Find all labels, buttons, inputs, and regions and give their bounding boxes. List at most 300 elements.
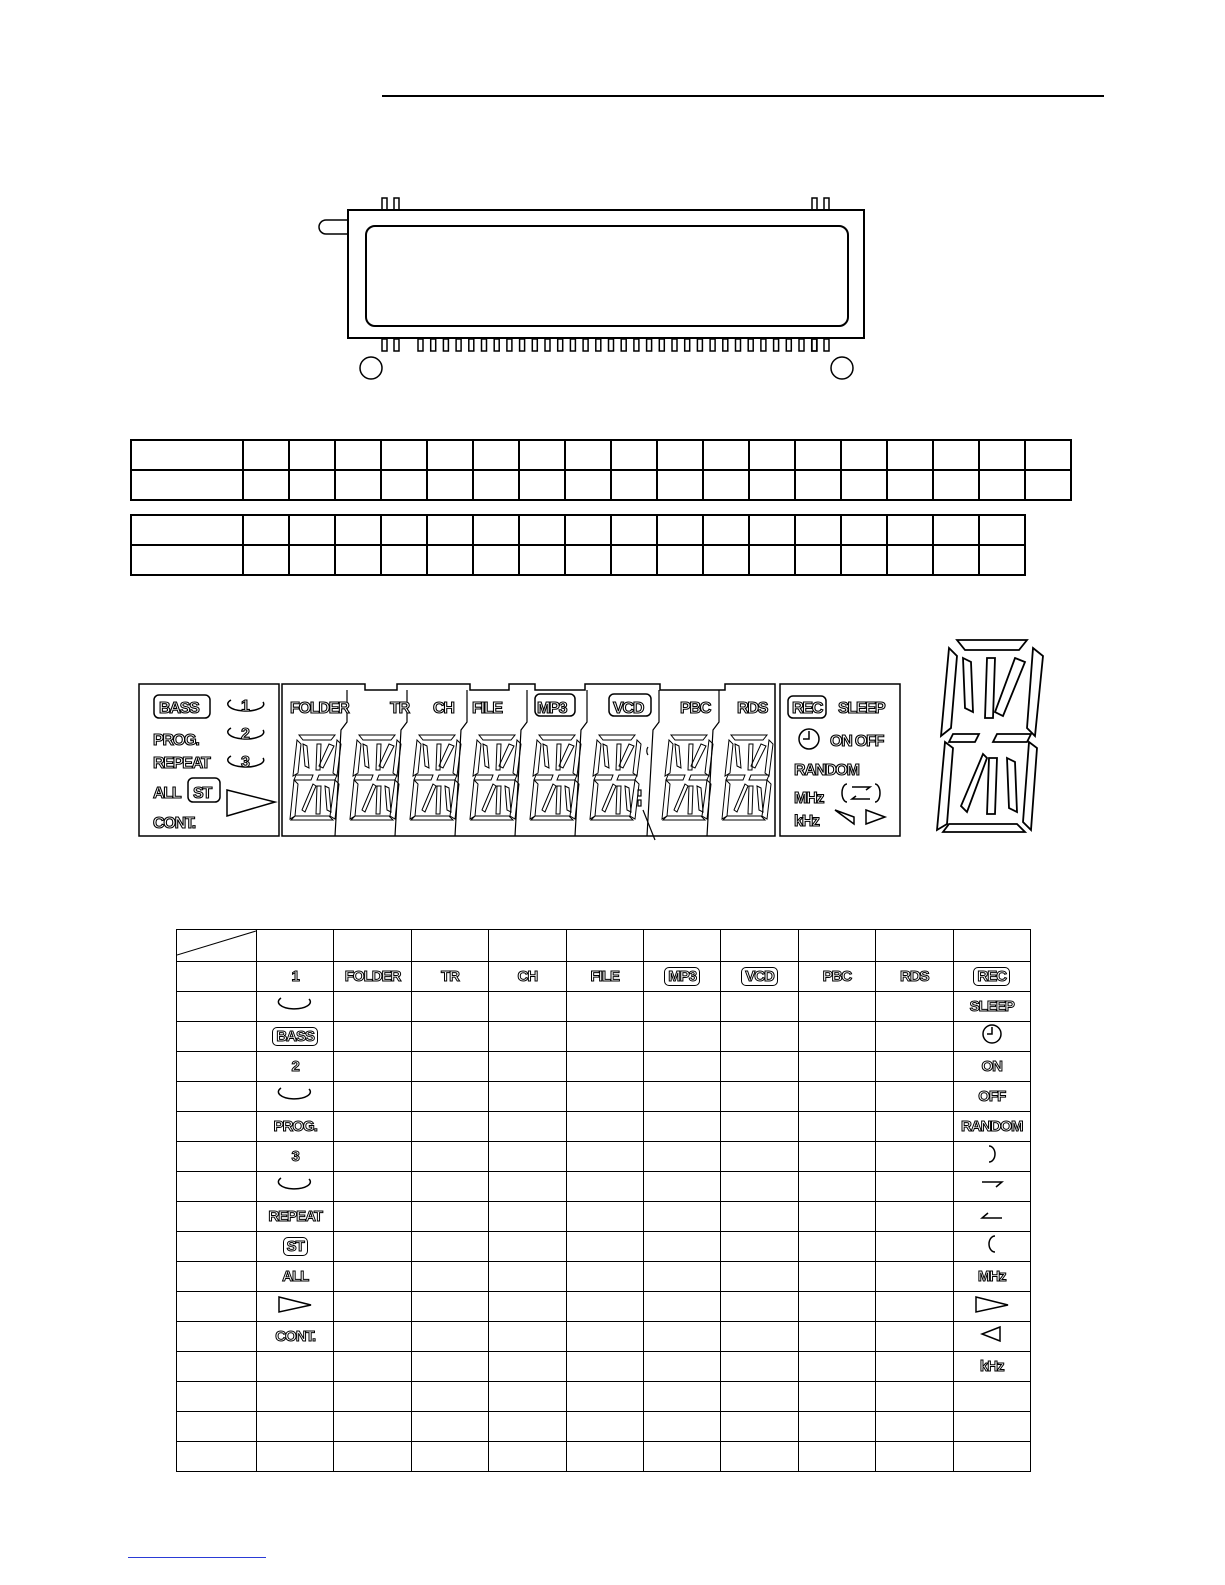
pin [443, 339, 448, 351]
table-cell [177, 1172, 257, 1202]
table-cell [489, 1292, 566, 1322]
table-cell [334, 1082, 411, 1112]
pin [710, 339, 715, 351]
table-row [177, 1232, 1031, 1262]
table-cell [177, 1442, 257, 1472]
pin-table-cell [933, 440, 979, 470]
table-cell [721, 1352, 798, 1382]
pin [570, 339, 575, 351]
table-cell [953, 1412, 1030, 1442]
table-cell [876, 962, 953, 992]
pin-table-cell [565, 545, 611, 575]
table-cell [798, 1352, 875, 1382]
pin-table-cell [703, 440, 749, 470]
bass-label: BASS [159, 700, 199, 717]
pin-table-cell [381, 440, 427, 470]
pin-table-cell [565, 515, 611, 545]
cont-label: CONT. [153, 815, 196, 832]
digit-6 [590, 735, 641, 820]
table-cell [489, 1232, 566, 1262]
table-cell [721, 1232, 798, 1262]
pin-table-cell [289, 440, 335, 470]
grid-label: CH [517, 967, 538, 985]
table-cell [953, 1232, 1030, 1262]
pin-table-cell [473, 515, 519, 545]
grid-label: MHz [977, 1267, 1006, 1285]
pin-table-cell [841, 515, 887, 545]
table-row [177, 1442, 1031, 1472]
mhz-label: MHz [794, 790, 824, 807]
pin [431, 339, 436, 351]
table-row [177, 1052, 1031, 1082]
pin-table-cell [243, 440, 289, 470]
table-cell [721, 1292, 798, 1322]
table-cell [489, 1412, 566, 1442]
pin-table-header-cell [131, 470, 243, 500]
table-row [177, 1142, 1031, 1172]
table-row [177, 1382, 1031, 1412]
pin-table-header-cell [131, 440, 243, 470]
table-cell [876, 1292, 953, 1322]
table-cell [257, 1262, 334, 1292]
pin-table-cell [335, 545, 381, 575]
play-icon [972, 1295, 1012, 1313]
table-cell [411, 992, 488, 1022]
table-cell [798, 1232, 875, 1262]
table-cell [876, 1022, 953, 1052]
table-cell [566, 1352, 643, 1382]
pin-table-cell [887, 440, 933, 470]
grid-label: ALL [282, 1267, 309, 1285]
table-cell [721, 1142, 798, 1172]
table-cell [798, 1322, 875, 1352]
pin-table-cell [1025, 470, 1071, 500]
reverse-icon [835, 810, 854, 824]
table-cell [566, 1442, 643, 1472]
pin-table-cell [611, 515, 657, 545]
table-cell [876, 1442, 953, 1472]
digit-5 [530, 735, 581, 820]
pin-table-cell [795, 515, 841, 545]
pin-table-cell [795, 470, 841, 500]
table-cell [566, 1112, 643, 1142]
table-cell [643, 1292, 720, 1322]
pin [761, 339, 766, 351]
table-cell [643, 1172, 720, 1202]
pin-table-cell [841, 470, 887, 500]
table-cell [566, 1232, 643, 1262]
grid-label: 3 [291, 1147, 299, 1165]
table-cell [257, 1172, 334, 1202]
pin [659, 339, 664, 351]
pin-table-cell [289, 470, 335, 500]
grid-label: MP3 [664, 967, 700, 986]
table-cell [257, 1142, 334, 1172]
table-cell [876, 1052, 953, 1082]
digit-header-pbc: PBC [680, 700, 711, 717]
lcd-module-drawing [310, 190, 890, 390]
pin-table-cell [841, 440, 887, 470]
table-cell [177, 1292, 257, 1322]
pin [532, 339, 537, 351]
table-cell [489, 1322, 566, 1352]
table-cell [334, 1442, 411, 1472]
right-bracket-icon [985, 1144, 999, 1164]
table-cell [953, 1142, 1030, 1172]
table-cell [953, 1382, 1030, 1412]
table-cell [721, 930, 798, 962]
table-cell [489, 1112, 566, 1142]
table-cell [411, 1022, 488, 1052]
table-cell [566, 1142, 643, 1172]
table-cell [177, 1202, 257, 1232]
table-cell [876, 1112, 953, 1142]
pin-table-cell [335, 515, 381, 545]
table-cell [489, 1382, 566, 1412]
table-cell [566, 1322, 643, 1352]
table-cell [566, 1172, 643, 1202]
mount-hole-right [831, 357, 853, 379]
table-cell [489, 962, 566, 992]
table-cell [798, 1412, 875, 1442]
header-rule [382, 95, 1104, 97]
table-cell [334, 1322, 411, 1352]
table-cell [953, 1022, 1030, 1052]
pin-table-cell [979, 545, 1025, 575]
table-cell [798, 1082, 875, 1112]
top-pins [382, 198, 829, 210]
table-cell [643, 1022, 720, 1052]
bottom-arrow-icon [980, 1209, 1004, 1221]
pin-table-cell [749, 515, 795, 545]
pin-table-cell [611, 545, 657, 575]
table-cell [489, 1202, 566, 1232]
table-cell [953, 1172, 1030, 1202]
table-cell [566, 1412, 643, 1442]
table-cell [489, 1052, 566, 1082]
table-cell [643, 992, 720, 1022]
table-cell [411, 1442, 488, 1472]
table-cell [334, 1412, 411, 1442]
grid-label: 2 [291, 1057, 299, 1075]
table-row [177, 1172, 1031, 1202]
table-cell [798, 1262, 875, 1292]
pin [812, 339, 817, 351]
digit-header-tr: TR [390, 700, 409, 717]
table-cell [566, 1262, 643, 1292]
display-panel [135, 630, 1065, 850]
pin-table-cell [519, 545, 565, 575]
digit-7 [662, 735, 713, 820]
table-cell [953, 1052, 1030, 1082]
table-row [177, 1082, 1031, 1112]
table-cell [566, 962, 643, 992]
pin [382, 339, 387, 351]
table-cell [876, 1262, 953, 1292]
digit-2 [350, 735, 401, 820]
pin [799, 339, 804, 351]
pin-table-cell [519, 440, 565, 470]
pin-table-cell [381, 470, 427, 500]
on-off-label: ON OFF [830, 733, 884, 750]
pin [558, 339, 563, 351]
grid-label: ON [981, 1057, 1002, 1075]
table-cell [566, 1022, 643, 1052]
table-cell [257, 962, 334, 992]
pin [583, 339, 588, 351]
pin-table-cell [381, 545, 427, 575]
table-cell [257, 1232, 334, 1262]
table-cell [953, 1442, 1030, 1472]
pin-table-1 [130, 439, 1072, 501]
table-cell [643, 1352, 720, 1382]
table-cell [876, 1412, 953, 1442]
pin-table-cell [933, 470, 979, 500]
table-cell [876, 930, 953, 962]
table-cell [721, 1412, 798, 1442]
table-cell [257, 1382, 334, 1412]
rec-label: REC [792, 700, 823, 717]
table-cell [257, 1082, 334, 1112]
table-cell [334, 930, 411, 962]
pin-table-cell [611, 440, 657, 470]
grid-label: SLEEP [969, 997, 1014, 1015]
table-cell [721, 1052, 798, 1082]
table-cell [721, 1172, 798, 1202]
pin-table-cell [473, 545, 519, 575]
pin [697, 339, 702, 351]
table-cell [953, 1082, 1030, 1112]
table-cell [953, 930, 1030, 962]
pin-table-cell [749, 470, 795, 500]
pin-table-cell [841, 545, 887, 575]
pin-table-cell [657, 440, 703, 470]
pin [824, 339, 829, 351]
pin-table-cell [979, 470, 1025, 500]
pin-table-2 [130, 514, 1026, 576]
pin-table-cell [1025, 440, 1071, 470]
loop-icon [275, 1175, 315, 1193]
table-cell [177, 1352, 257, 1382]
digit-separator [455, 690, 467, 836]
table-cell [721, 1322, 798, 1352]
pin-table-cell [795, 545, 841, 575]
table-cell [411, 1262, 488, 1292]
pin [723, 339, 728, 351]
table-cell [643, 1232, 720, 1262]
pin-table-cell [427, 515, 473, 545]
digit-separator [647, 690, 659, 836]
pin-table-cell [933, 545, 979, 575]
pin-table-cell [887, 545, 933, 575]
table-cell [257, 1022, 334, 1052]
pin-table-cell [657, 470, 703, 500]
pin-table-cell [979, 515, 1025, 545]
table-cell [177, 992, 257, 1022]
table-cell [257, 992, 334, 1022]
table-cell [953, 992, 1030, 1022]
pin-table-cell [749, 440, 795, 470]
bottom-arrow-icon [852, 796, 870, 799]
table-cell [643, 1262, 720, 1292]
table-row [177, 1112, 1031, 1142]
table-cell [334, 962, 411, 992]
st-label: ST [193, 785, 212, 802]
loop-icon [275, 1085, 315, 1103]
prog-label: PROG. [153, 732, 199, 749]
table-cell [411, 1202, 488, 1232]
play-icon [866, 810, 885, 824]
three-label: 3 [241, 754, 249, 771]
digit-header-ch: CH [433, 700, 454, 717]
digit-header-file: FILE [472, 700, 502, 717]
table-cell [798, 1442, 875, 1472]
table-cell [798, 1202, 875, 1232]
table-cell [566, 1382, 643, 1412]
pin [469, 339, 474, 351]
pin [507, 339, 512, 351]
segment-grid-table [176, 929, 1031, 1472]
table-cell [953, 1322, 1030, 1352]
pin [685, 339, 690, 351]
table-cell [876, 1232, 953, 1262]
pin-table-cell [427, 440, 473, 470]
khz-label: kHz [794, 813, 819, 830]
diagonal-header-slash [177, 930, 256, 956]
pin [609, 339, 614, 351]
table-cell [798, 1382, 875, 1412]
top-arrow-icon [980, 1179, 1004, 1191]
pin-table-cell [289, 515, 335, 545]
right-bracket-icon [875, 784, 880, 802]
pin-table-cell [473, 470, 519, 500]
table-cell [953, 1352, 1030, 1382]
table-cell [489, 992, 566, 1022]
grid-label: 1 [291, 967, 299, 985]
play-icon [227, 790, 275, 816]
grid-label: ST [283, 1237, 308, 1256]
table-cell [643, 1052, 720, 1082]
table-cell [798, 1112, 875, 1142]
table-cell [953, 1262, 1030, 1292]
table-cell [177, 962, 257, 992]
table-cell [798, 1022, 875, 1052]
table-cell [177, 1262, 257, 1292]
pin-table-cell [289, 545, 335, 575]
table-cell [489, 930, 566, 962]
all-label: ALL [153, 785, 181, 802]
digit-separator [575, 690, 587, 836]
table-cell [721, 1022, 798, 1052]
pin-table-cell [703, 470, 749, 500]
pin [736, 339, 741, 351]
table-row [177, 1262, 1031, 1292]
pin [482, 339, 487, 351]
table-cell [177, 1232, 257, 1262]
pin-table-cell [335, 440, 381, 470]
grid-label: RDS [899, 967, 929, 985]
table-cell [721, 992, 798, 1022]
pin-table-cell [381, 515, 427, 545]
table-cell [257, 1322, 334, 1352]
grid-label: FOLDER [344, 967, 401, 985]
pin [494, 339, 499, 351]
table-cell [798, 962, 875, 992]
repeat-label: REPEAT [153, 755, 210, 772]
table-row [177, 1352, 1031, 1382]
pin [672, 339, 677, 351]
pin-table-cell [243, 545, 289, 575]
table-cell [953, 1202, 1030, 1232]
pin [456, 339, 461, 351]
table-cell [643, 1442, 720, 1472]
table-cell [643, 962, 720, 992]
table-cell [721, 1382, 798, 1412]
clock-icon [981, 1023, 1003, 1045]
table-cell [876, 1142, 953, 1172]
table-cell [489, 1442, 566, 1472]
digit-separator [515, 690, 527, 836]
table-cell [177, 1082, 257, 1112]
mount-hole-left [360, 357, 382, 379]
table-cell [334, 1382, 411, 1412]
table-cell [643, 1142, 720, 1172]
grid-label: TR [440, 967, 459, 985]
table-cell [257, 1352, 334, 1382]
table-cell [643, 930, 720, 962]
table-cell [489, 1352, 566, 1382]
table-cell [411, 962, 488, 992]
table-cell [489, 1022, 566, 1052]
table-cell [334, 1142, 411, 1172]
table-cell [257, 1292, 334, 1322]
table-cell [334, 1112, 411, 1142]
table-cell [643, 1202, 720, 1232]
table-cell [411, 1322, 488, 1352]
pin-table-cell [887, 470, 933, 500]
two-label: 2 [241, 726, 249, 743]
pin [418, 339, 423, 351]
table-cell [257, 930, 334, 962]
table-cell [489, 1172, 566, 1202]
one-label: 1 [241, 698, 249, 715]
loop-icon [275, 995, 315, 1013]
table-cell [798, 1052, 875, 1082]
table-cell [411, 1052, 488, 1082]
grid-label: VCD [741, 967, 778, 986]
table-cell [334, 992, 411, 1022]
grid-label: PBC [822, 967, 852, 985]
table-cell [257, 1202, 334, 1232]
grid-label: REPEAT [268, 1207, 323, 1225]
digit-header-folder: FOLDER [290, 700, 349, 717]
table-cell [177, 1322, 257, 1352]
pin [774, 339, 779, 351]
digit-header-vcd: VCD [613, 700, 644, 717]
pin [596, 339, 601, 351]
table-cell [257, 1112, 334, 1142]
pin-table-cell [243, 515, 289, 545]
table-cell [953, 1112, 1030, 1142]
bottom-pins [382, 339, 829, 351]
pin [520, 339, 525, 351]
table-cell [411, 1082, 488, 1112]
table-cell [334, 1262, 411, 1292]
table-cell [334, 1352, 411, 1382]
digit-3 [410, 735, 461, 820]
grid-label: REC [973, 967, 1010, 986]
digit-8 [722, 735, 773, 820]
